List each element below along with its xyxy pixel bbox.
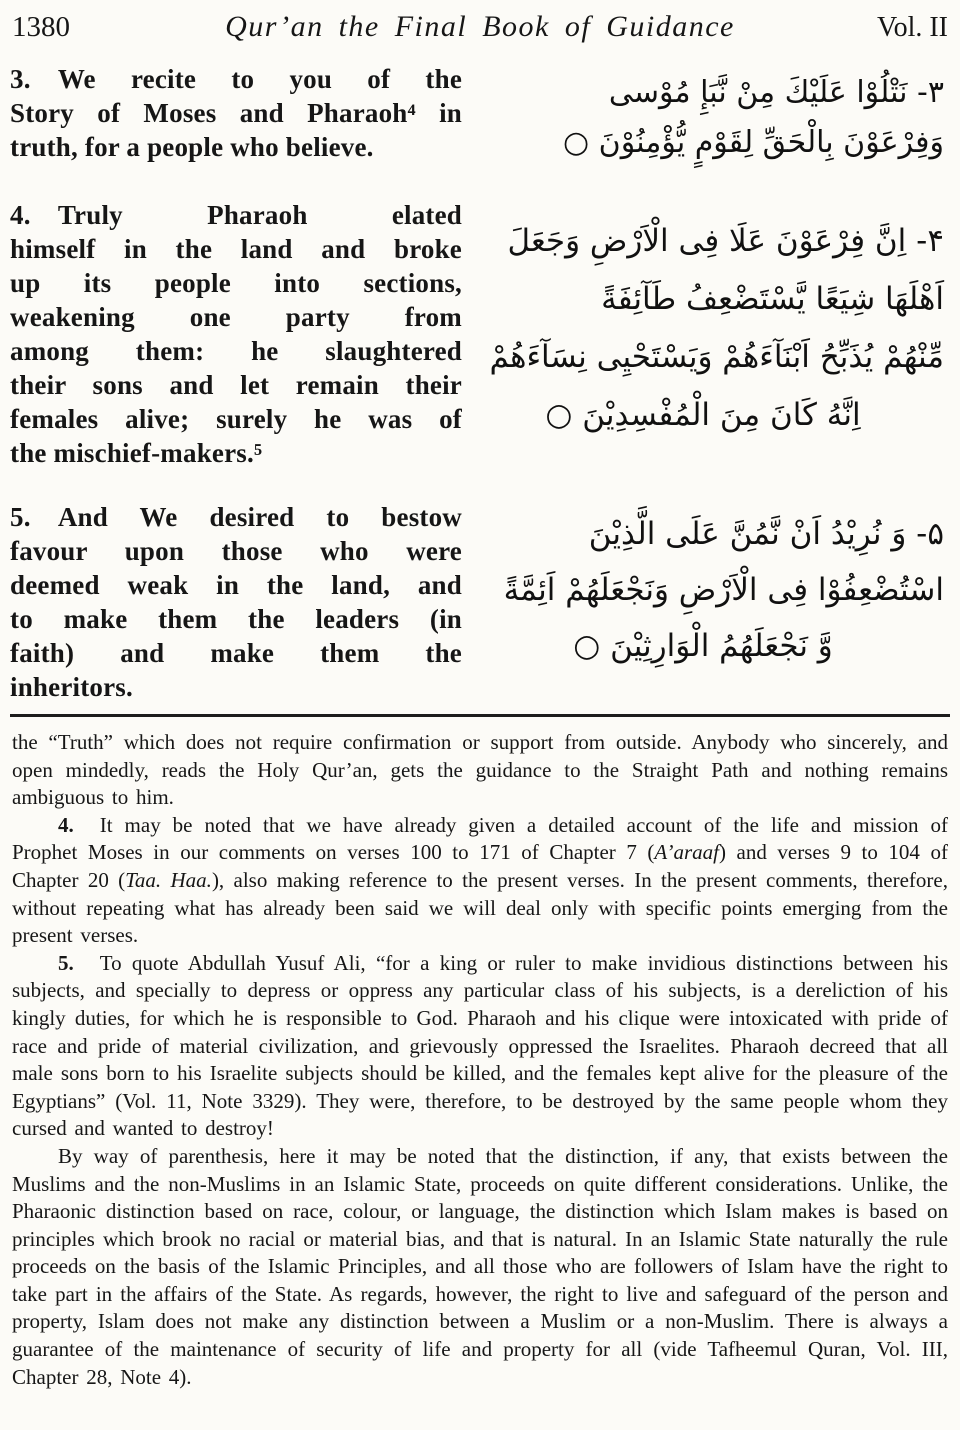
verse-line: 4. Truly Pharaoh elated	[10, 200, 462, 230]
verse-3-arabic	[462, 62, 950, 168]
arabic-line: وَفِرْعَوْنَ بِالْحَقِّ لِقَوْمٍ يُّؤْمِنُوْنَ ○	[562, 125, 944, 160]
footnote-5	[12, 950, 948, 1143]
verse-line: to make them the leaders (in	[10, 604, 462, 634]
footnotes-section	[10, 717, 950, 1391]
arabic-line: اِنَّهُ كَانَ مِنَ الْمُفْسِدِيْنَ ○	[545, 397, 861, 433]
verse-line: inheritors.	[10, 672, 133, 702]
verse-line: Story of Moses and Pharaoh⁴ in	[10, 98, 462, 128]
footnote-text: To quote Abdullah Yusuf Ali, “for a king or ruler to make invidious distinctions between his subjects, and specially to depress or oppress any particular class of his subjects, is a dereliction of his kingly duties, for which he is responsible to God. Pharaoh and his clique were intoxicated with pride of race and pride of material civilization, and grievously oppressed the Israelites. Pharaoh decreed that all male sons born to his Israelite subjects should be killed, and the females kept alive for the pleasure of the Egyptians” (Vol. 11, Note 3329). They were, therefore, to be destroyed by the same people whom they cursed and wanted to destroy!	[12, 950, 948, 1141]
verse-section	[10, 62, 950, 704]
arabic-line: ۳- نَتْلُوْا عَلَيْكَ مِنْ نَّبَإِ مُوْسى	[608, 75, 944, 110]
volume-label: Vol. II	[876, 12, 948, 43]
verse-4-arabic	[462, 198, 950, 470]
verse-3-english	[10, 62, 462, 168]
arabic-line: اَهْلَهَا شِيَعًا يَّسْتَضْعِفُ طَآئِفَةً	[601, 281, 944, 317]
verse-line: among them: he slaughtered	[10, 336, 462, 366]
footnote-4	[12, 812, 948, 950]
arabic-line: وَّ نَجْعَلَهُمُ الْوَارِثِيْنَ ○	[573, 628, 833, 664]
verse-line: truth, for a people who believe.	[10, 132, 374, 162]
verse-4-english	[10, 198, 462, 470]
verse-line: faith) and make them the	[10, 638, 462, 668]
italic-term: Taa. Haa.	[125, 867, 212, 892]
book-title: Qur’an the Final Book of Guidance	[225, 10, 735, 43]
verse-line: 5. And We desired to bestow	[10, 502, 462, 532]
footnote-number: 4.	[58, 812, 74, 837]
footnote-number: 5.	[58, 950, 74, 975]
verse-line: the mischief-makers.⁵	[10, 438, 263, 468]
footnote-parenthesis-paragraph	[12, 1143, 948, 1391]
verse-5-arabic	[462, 500, 950, 704]
page-header	[10, 8, 950, 44]
verse-line: weakening one party from	[10, 302, 462, 332]
footnote-text: ) and verses 9 to 104 of Chapter 20 (	[12, 840, 948, 892]
footnote-text: ), also making reference to the present verses. In the present comments, therefore, without repeating what has already been said we will deal only with specific points emerging from the present verses.	[12, 867, 948, 948]
italic-term: A’araaf	[654, 840, 719, 865]
arabic-line: ۴- اِنَّ فِرْعَوْنَ عَلَا فِى الْاَرْضِ وَجَعَلَ	[507, 223, 944, 259]
verse-5-english	[10, 500, 462, 704]
footnote-text: It may be noted that we have already given a detailed account of the life and mission of Prophet Moses in our comments on verses 100 to 171 of Chapter 7 (	[12, 812, 948, 865]
verse-line: 3. We recite to you of the	[10, 64, 462, 94]
footnote-text: By way of parenthesis, here it may be noted that the distinction, if any, that exists between the Muslims and the non-Muslims in an Islamic State, proceeds on quite different considerations. Unlike, the Pharaonic distinction based on race, colour, or language, the distinction which Islam makes is based on principles which brook no racial or material bias, and that is natural. In an Islamic State naturally the rule proceeds on the basis of the Islamic Principles, and all those who are followers of Islam have the right to take part in the affairs of the State. As regards, however, the right to live and safeguard of the person and property, Islam does not make any distinction between a Muslim or a non-Muslim. There is always a guarantee of the maintenance of security of life and property for all (vide Tafheemul Quran, Vol. III, Chapter 28, Note 4).	[12, 1143, 948, 1389]
verse-row-4	[10, 198, 950, 470]
arabic-line: ۵- وَ نُرِيْدُ اَنْ نَّمُنَّ عَلَى الَّذِيْنَ	[588, 516, 944, 552]
verse-line: their sons and let remain their	[10, 370, 462, 400]
verse-line: females alive; surely he was of	[10, 404, 462, 434]
arabic-line: مِّنْهُمْ يُذَبِّحُ اَبْنَآءَهُمْ وَيَسْتَحْيِى نِسَآءَهُمْ	[489, 339, 944, 375]
verse-line: up its people into sections,	[10, 268, 462, 298]
arabic-line: اسْتُضْعِفُوْا فِى الْاَرْضِ وَنَجْعَلَهُمْ اَئِمَّةً	[503, 572, 944, 608]
verse-line: favour upon those who were	[10, 536, 462, 566]
page-number: 1380	[12, 11, 70, 43]
verse-line: himself in the land and broke	[10, 234, 462, 264]
verse-line: deemed weak in the land, and	[10, 570, 462, 600]
footnote-continuation	[12, 729, 948, 812]
verse-row-5	[10, 500, 950, 704]
verse-row-3	[10, 62, 950, 168]
footnote-text: the “Truth” which does not require confirmation or support from outside. Anybody who sincerely, and open mindedly, reads the Holy Qur’an, gets the guidance to the Straight Path and nothing remains ambiguous to him.	[12, 730, 948, 810]
